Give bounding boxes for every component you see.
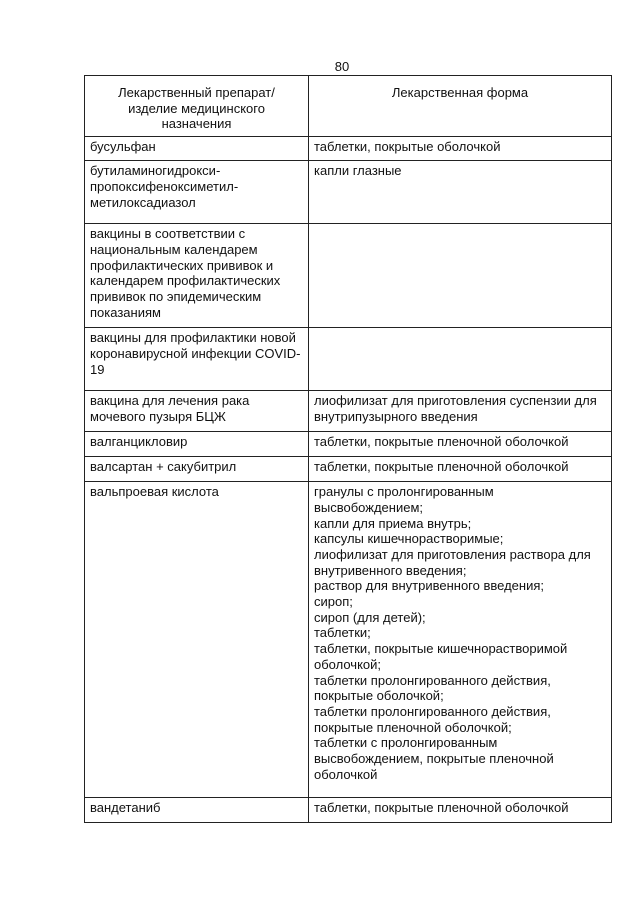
drug-name-cell: валганцикловир <box>85 432 309 457</box>
table-row <box>85 457 612 482</box>
drug-form-cell-empty <box>309 224 612 328</box>
table-row <box>85 391 612 432</box>
drug-form-line: гранулы с пролонгированным высвобождением; <box>314 484 494 515</box>
table-header-row <box>85 76 612 137</box>
drug-form-line: лиофилизат для приготовления суспензии для внутрипузырного введения <box>314 393 597 424</box>
drug-form-line: лиофилизат для приготовления раствора для внутривенного введения; <box>314 546 591 578</box>
drug-form-line: таблетки, покрытые пленочной оболочкой <box>314 800 569 816</box>
table-row <box>85 798 612 823</box>
drug-form-cell <box>309 432 612 457</box>
drug-form-line: таблетки, покрытые кишечнорастворимой оболочкой; <box>314 641 568 672</box>
drug-name-cell: вакцины в соответствии с национальным календарем профилактических прививок и календарем профилактических прививок по эпидемическим показаниям <box>85 224 309 328</box>
page-number: 80 <box>334 59 350 74</box>
drug-form-line: таблетки пролонгированного действия, покрытые пленочной оболочкой; <box>314 703 551 735</box>
table-row <box>85 161 612 224</box>
drug-form-line: капли для приема внутрь; <box>314 515 472 531</box>
drug-form-line: сироп (для детей); <box>314 609 426 625</box>
drug-name-cell: вальпроевая кислота <box>85 482 309 798</box>
table-row <box>85 482 612 798</box>
drug-form-cell <box>309 798 612 823</box>
drug-form-line: таблетки; <box>314 625 371 641</box>
drug-form-line: капли глазные <box>314 163 402 179</box>
drug-form-cell <box>309 137 612 161</box>
table-row <box>85 432 612 457</box>
header-form: Лекарственная форма <box>309 76 612 137</box>
table-row <box>85 328 612 391</box>
drug-form-cell <box>309 391 612 432</box>
drug-form-line: таблетки, покрытые оболочкой <box>314 139 501 155</box>
drug-name-cell: вакцина для лечения рака мочевого пузыря БЦЖ <box>85 391 309 432</box>
drug-form-line: таблетки, покрытые пленочной оболочкой <box>314 434 569 450</box>
drug-form-line: капсулы кишечнорастворимые; <box>314 531 504 547</box>
drug-name-cell <box>85 161 309 224</box>
drug-name-cell: бусульфан <box>85 137 309 161</box>
drug-form-cell <box>309 161 612 224</box>
header-drug: Лекарственный препарат/ изделие медицинского назначения <box>85 76 309 137</box>
drug-form-cell <box>309 482 612 798</box>
table-row <box>85 224 612 328</box>
drug-name-text: бутиламиногидрокси-пропоксифеноксиметил-метилоксадиазол <box>90 163 239 210</box>
drug-form-line: таблетки с пролонгированным высвобождением, покрытые пленочной оболочкой <box>314 735 554 782</box>
drug-name-cell: вандетаниб <box>85 798 309 823</box>
drug-name-cell: валсартан + сакубитрил <box>85 457 309 482</box>
drug-form-line: сироп; <box>314 594 353 610</box>
drug-form-line: таблетки пролонгированного действия, покрытые оболочкой; <box>314 672 551 704</box>
drug-form-cell <box>309 457 612 482</box>
drug-name-cell: вакцины для профилактики новой коронавирусной инфекции COVID-19 <box>85 328 309 391</box>
drug-form-line: раствор для внутривенного введения; <box>314 578 544 594</box>
drug-form-line: таблетки, покрытые пленочной оболочкой <box>314 459 569 475</box>
drug-table <box>84 75 612 823</box>
table-row <box>85 137 612 161</box>
drug-form-cell-empty <box>309 328 612 391</box>
